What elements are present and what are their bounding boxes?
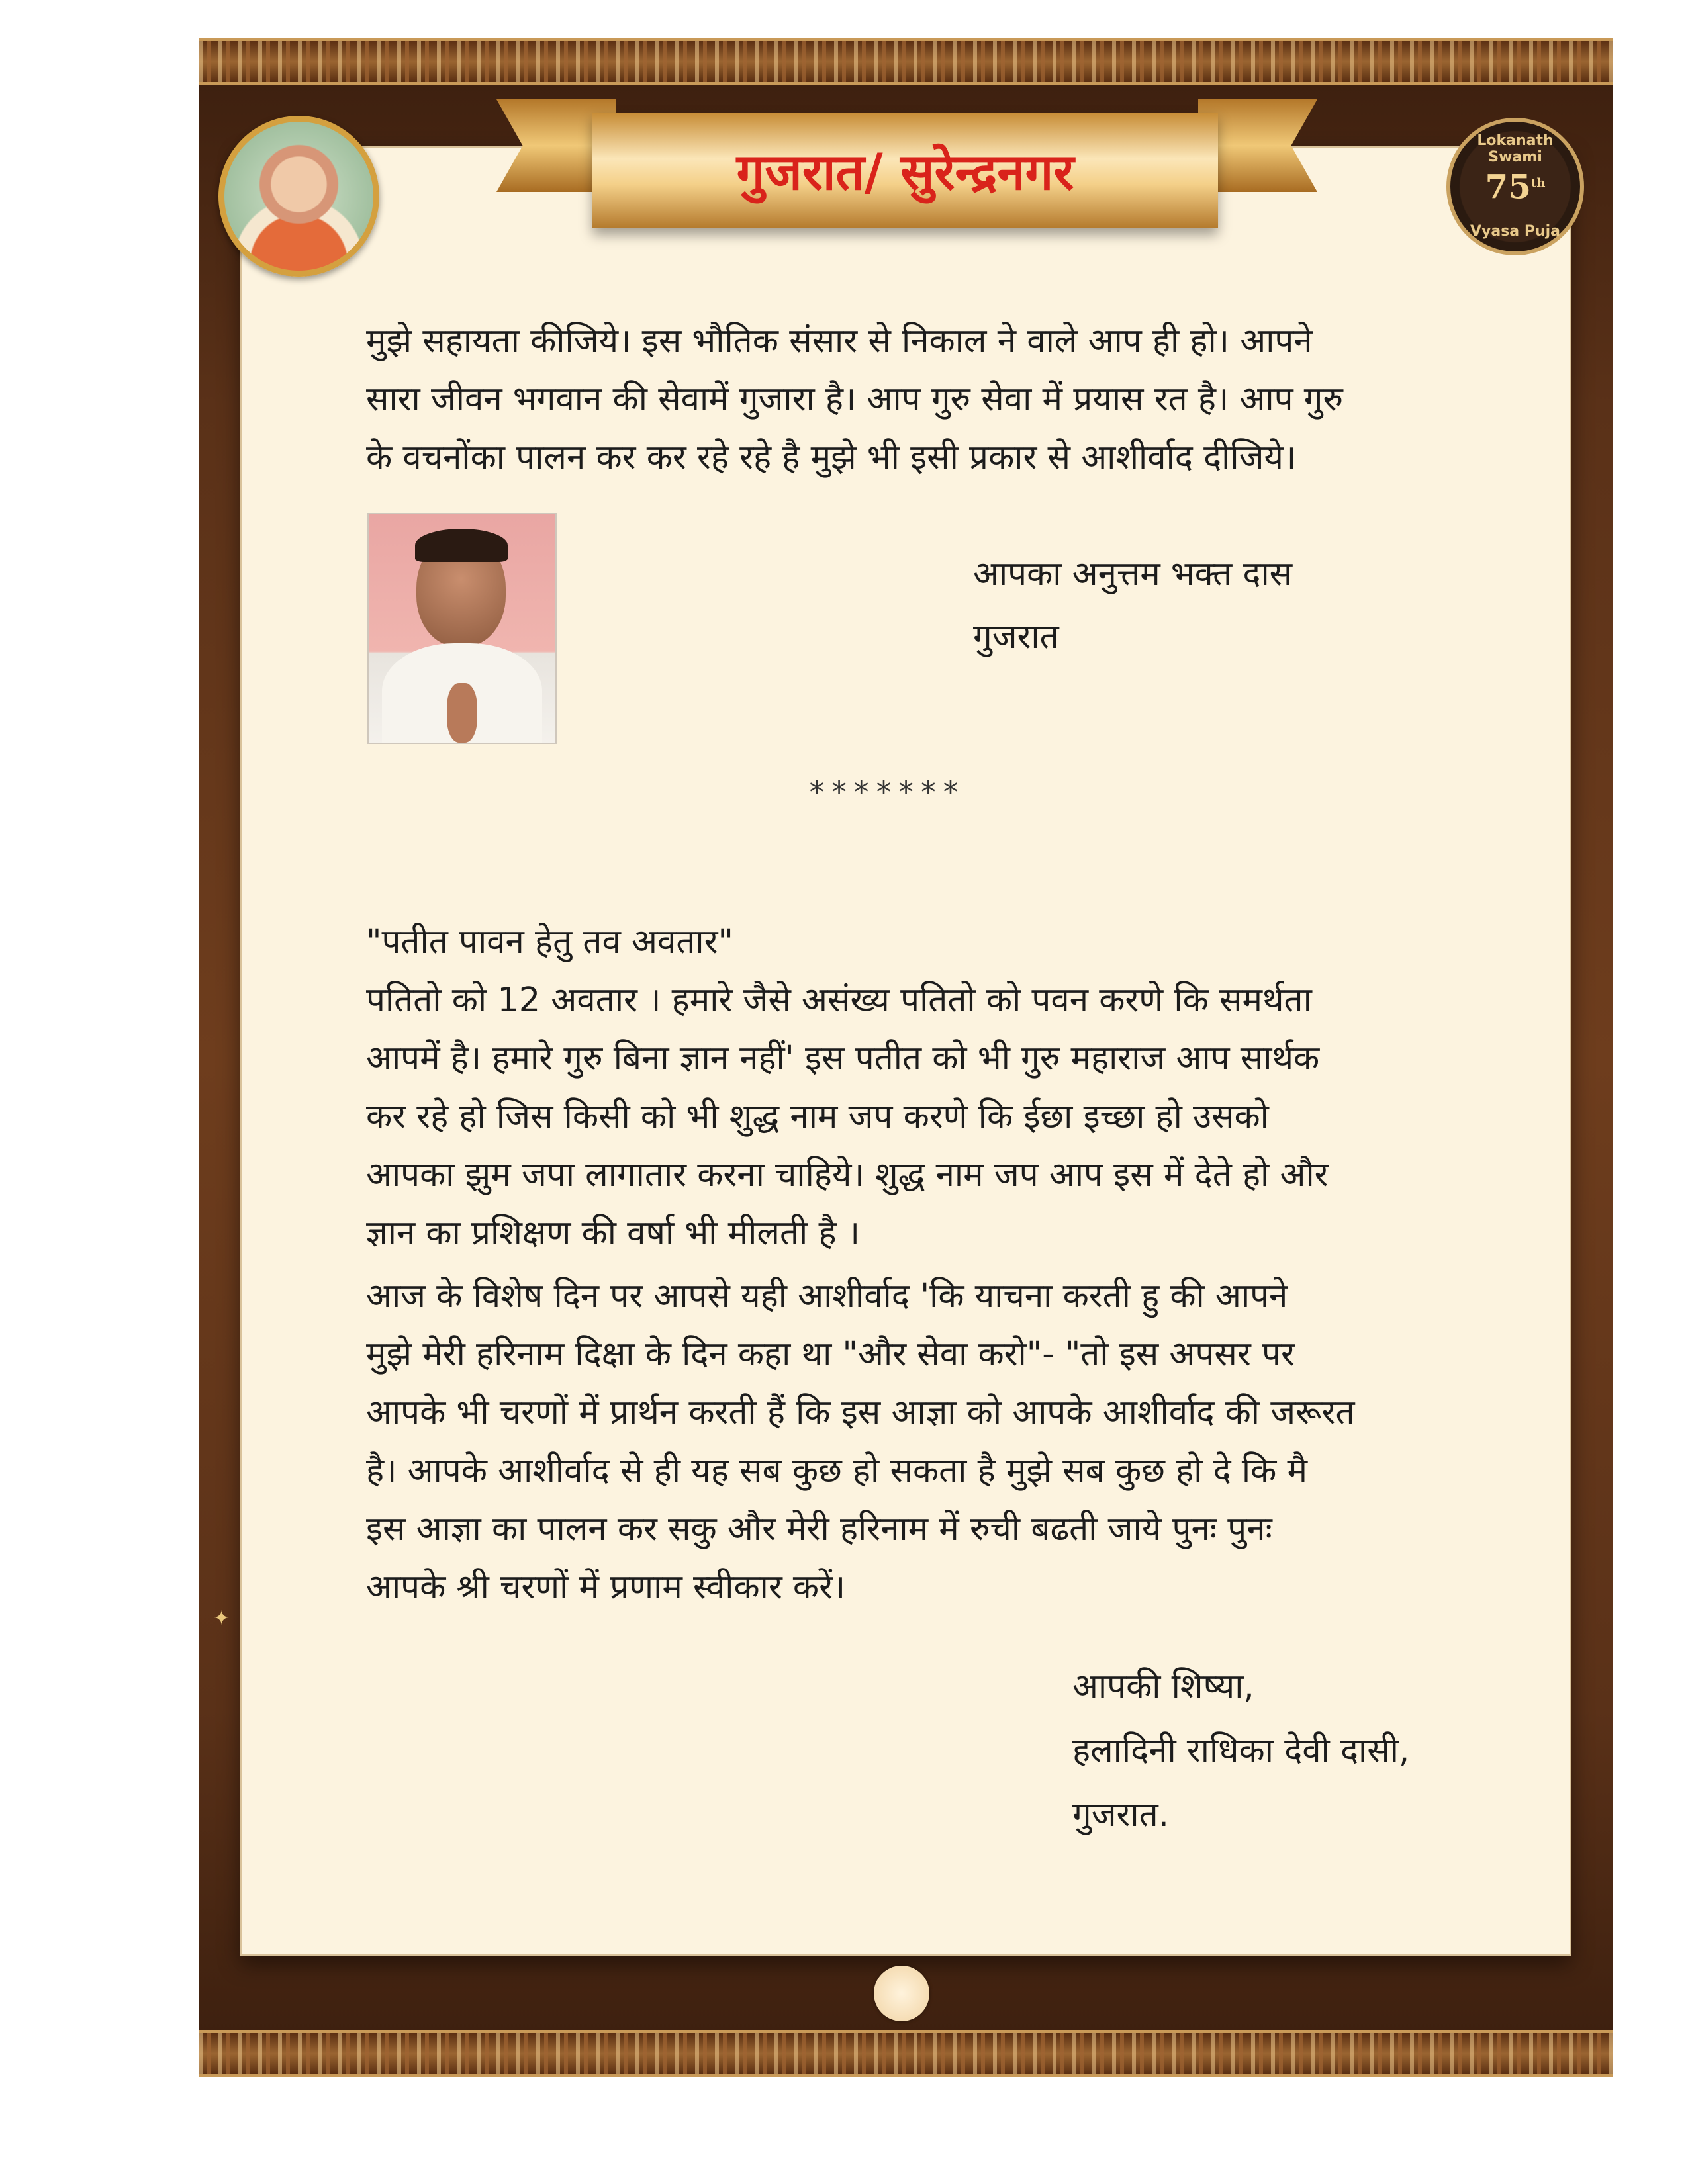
badge-text-top: Lokanath Swami — [1477, 132, 1554, 165]
title-ribbon — [592, 113, 1218, 228]
border-band-bottom — [199, 2030, 1613, 2077]
text-line: आज के विशेष दिन पर आपसे यही आशीर्वाद 'कि याचना करती हु की आपने — [366, 1277, 1288, 1316]
letter1-signature — [973, 543, 1292, 668]
separator: ******* — [808, 774, 964, 810]
page-dot-ornament — [874, 1966, 929, 2021]
anniversary-badge — [1446, 118, 1584, 255]
letter2-body-continued — [366, 1267, 1488, 1617]
border-band-top — [199, 38, 1613, 85]
badge-text-bottom: Vyasa Puja — [1470, 223, 1560, 240]
signature-line: हलादिनी राधिका देवी दासी, — [1072, 1731, 1410, 1770]
text-line: आपके श्री चरणों में प्रणाम स्वीकार करें। — [366, 1568, 846, 1607]
signature-line: आपकी शिष्या, — [1072, 1667, 1254, 1706]
page-title: गुजरात/ सुरेन्द्रनगर — [736, 142, 1074, 201]
text-line: आपके भी चरणों में प्रार्थन करती हैं कि इस आज्ञा को आपके आशीर्वाद की जरूरत — [366, 1393, 1355, 1432]
badge-number: 75th — [1485, 167, 1546, 206]
text-line: पतितो को 12 अवतार । हमारे जैसे असंख्य पतितो को पवन करणे कि समर्थता — [366, 981, 1312, 1020]
text-line: कर रहे हो जिस किसी को भी शुद्ध नाम जप करणे कि ईछा इच्छा हो उसको — [366, 1097, 1269, 1136]
letter1-body — [366, 312, 1488, 487]
text-line: है। आपके आशीर्वाद से ही यह सब कुछ हो सकता है मुझे सब कुछ हो दे कि मै — [366, 1451, 1307, 1490]
text-line: आपका झुम जपा लागातार करना चाहिये। शुद्ध नाम जप आप इस में देते हो और — [366, 1156, 1329, 1195]
letter2-signature — [1072, 1655, 1409, 1847]
sparkle-icon: ✦ — [213, 1607, 230, 1630]
signature-line: गुजरात — [973, 617, 1059, 657]
text-line: सारा जीवन भगवान की सेवामें गुजारा है। आप गुरु सेवा में प्रयास रत है। आप गुरु — [366, 380, 1343, 419]
letter2-title: "पतीत पावन हेतु तव अवतार" — [366, 923, 733, 962]
signature-line: गुजरात. — [1072, 1796, 1169, 1835]
signature-line: आपका अनुत्तम भक्त दास — [973, 555, 1293, 594]
text-line: मुझे मेरी हरिनाम दिक्षा के दिन कहा था "और सेवा करो"- "तो इस अपसर पर — [366, 1335, 1295, 1374]
text-line: के वचनोंका पालन कर कर रहे रहे है मुझे भी इसी प्रकार से आशीर्वाद दीजिये। — [366, 438, 1297, 477]
letter2-body — [366, 913, 1488, 1263]
text-line: ज्ञान का प्रशिक्षण की वर्षा भी मीलती है । — [366, 1214, 861, 1253]
text-line: इस आज्ञा का पालन कर सकु और मेरी हरिनाम में रुची बढती जाये पुनः पुनः — [366, 1510, 1272, 1549]
guru-portrait — [218, 116, 379, 277]
text-line: मुझे सहायता कीजिये। इस भौतिक संसार से निकाल ने वाले आप ही हो। आपने — [366, 322, 1313, 361]
text-line: आपमें है। हमारे गुरु बिना ज्ञान नहीं' इस पतीत को भी गुरु महाराज आप सार्थक — [366, 1039, 1320, 1078]
devotee-photo — [367, 513, 557, 744]
